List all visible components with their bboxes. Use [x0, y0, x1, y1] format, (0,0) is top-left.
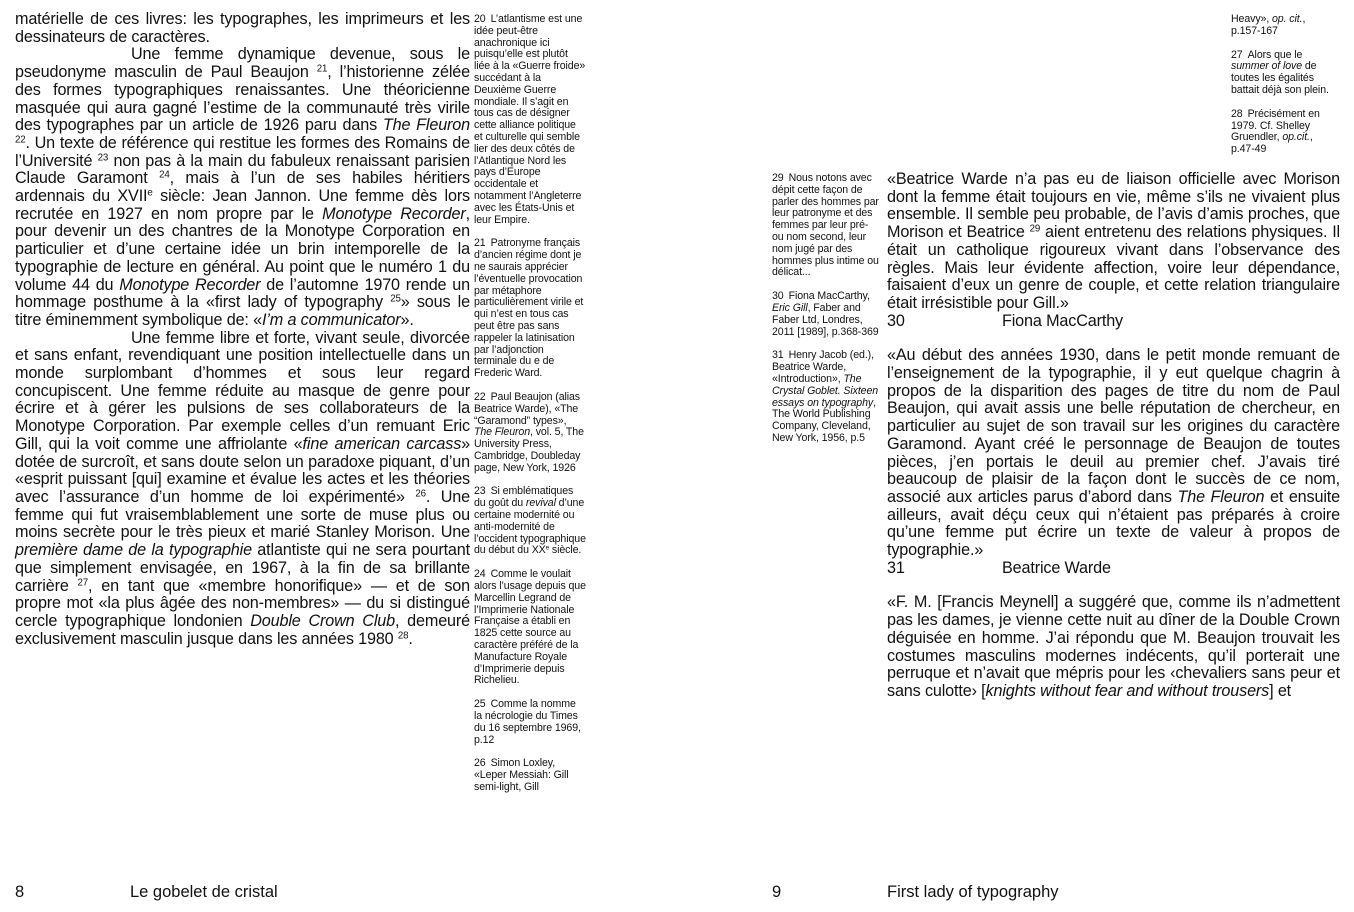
- footnote: [1231, 50, 1336, 97]
- text-run: non pas à la main du fabuleux renaissant parisien Claude Garamont: [15, 151, 470, 188]
- footnote: [474, 699, 586, 746]
- italic-text: op. cit.: [1272, 13, 1303, 25]
- text-run: Comme la nomme la nécrologie du Times du 16 septembre 1969, p.12: [474, 698, 581, 746]
- text-run: L’atlantisme est une idée peut-être anachronique ici puisqu’elle est plutôt liée à la «Guerre froide» succédant à la Deuxième Guerre mondiale. Il s’agit en tous cas de désigner cette alliance politique et culturelle qui semble lier des deux côtés de l’Atlantique Nord les pays d’Europe occidentale et notamment l’Angleterre avec les États-Unis et leur Empire.: [474, 13, 586, 226]
- italic-text: The Crystal Goblet. Sixteen essays on typography: [772, 372, 879, 409]
- footnote-ref: 27: [77, 577, 89, 589]
- footnote-ref: 21: [316, 63, 328, 75]
- footnote: [474, 238, 586, 380]
- footnote-number: 24: [474, 568, 486, 581]
- text-run: «F. M. [Francis Meynell] a suggéré que, comme ils n’admettent pas les dames, je vienne cette nuit au dîner de la Double Crown déguisée en homme. J’ai répondu que M. Beaujon trouvait les costumes masculins modernes indécents, qu’il porterait une perruque et n’avait que mépris pour les ‹chevaliers sans peur et sans culotte› [: [887, 593, 1340, 700]
- footnote-number: 22: [474, 390, 486, 403]
- quote-attribution: [887, 560, 1340, 578]
- text-run: , pour devenir un des chantres de la Monotype Corporation en particulier et d’une certaine idée un brin intemporelle de la typographie de lecture en général. Au point que le numéro 1 du volume 44 du: [15, 204, 470, 294]
- left-footnotes: [474, 14, 586, 806]
- footnote: [474, 758, 586, 793]
- text-run: , l’historienne zélée des formes typographiques renaissantes. Une théoricienne masquée qui aura gagné l’estime de la communauté très virile des typographes par un article de 1926 paru dans: [15, 63, 470, 135]
- running-title: First lady of typography: [887, 883, 1059, 901]
- footnote-number: 20: [474, 13, 486, 25]
- footnote: [772, 350, 882, 444]
- text-run: Paul Beaujon (alias Beatrice Warde), «The “Garamond” types»,: [474, 390, 580, 427]
- footnote-ref: 29: [1029, 223, 1041, 235]
- footnote: [1231, 109, 1336, 156]
- footnote: [474, 486, 586, 557]
- text-run: de toutes les égalités battait déjà son plein.: [1231, 60, 1329, 96]
- text-run: , The World Publishing Company, Cleveland, New York, 1956, p.5: [772, 396, 876, 444]
- paragraph: [15, 11, 470, 46]
- text-run: de l’automne 1970 rende un hommage posthume à la «first lady of typography: [15, 275, 470, 312]
- text-run: ».: [400, 310, 414, 329]
- left-footer: [15, 882, 278, 902]
- text-run: Nous notons avec dépit cette façon de parler des hommes par leur patronyme et des femmes par leur pré- ou nom second, leur nom jugé par des hommes plus intime ou délicat...: [772, 172, 879, 279]
- attribution-author: Fiona MacCarthy: [1002, 311, 1123, 330]
- text-run: , p.157-167: [1231, 13, 1306, 37]
- italic-text: The Fleuron: [382, 116, 470, 135]
- footnote-ref: 22: [15, 134, 26, 146]
- italic-text: Monotype Recorder: [119, 275, 261, 294]
- italic-text: The Fleuron: [474, 426, 531, 439]
- right-quotes: [887, 171, 1340, 718]
- text-run: Fiona MacCarthy,: [788, 290, 870, 303]
- footnote-ref: 25: [390, 293, 401, 305]
- text-run: . Une femme qui fut vraisemblablement une sorte de muse plus ou moins secrète pour le très pieux et marié Stanley Morison. Une: [15, 487, 470, 542]
- text-run: d’une certaine modernité ou anti-modernité de l’occident typographique du début du XX: [474, 497, 586, 557]
- left-body-text: [15, 11, 470, 648]
- text-run: «Au début des années 1930, dans le petit monde remuant de l’enseignement de la typographie, il y eut quelque chagrin à propos de la disparition des pages de titre du nom de Paul Beaujon, qui avait assis une belle réputation de chercheur, en particulier au sujet de son travail sur les origines du caractère Garamond. Ayant créé le personnage de Beaujon de toutes pièces, j’en portais le deuil au premier chef. J’avais tiré beaucoup de plaisir de la façon dont le succès de ce nom, associé aux articles parus d’abord dans: [887, 346, 1340, 506]
- text-run: ] et: [1269, 681, 1292, 700]
- text-run: Heavy»,: [1231, 13, 1273, 25]
- text-run: atlantiste qui ne sera pourtant que simplement envisagée, en 1967, à la fin de sa brillante carrière: [15, 541, 470, 595]
- text-run: , p.47-49: [1231, 131, 1313, 156]
- text-run: Alors que le: [1247, 48, 1303, 61]
- footnote-number: 26: [474, 757, 486, 770]
- footnote-ref: 23: [97, 152, 109, 164]
- text-run: Si emblématiques du goût du: [474, 485, 574, 510]
- footnote-number: 29: [772, 172, 784, 184]
- paragraph: [15, 330, 470, 649]
- page-number: 8: [15, 883, 25, 901]
- text-run: Henry Jacob (ed.), Beatrice Warde, «Introduction»,: [772, 349, 874, 385]
- italic-text: Monotype Recorder: [322, 204, 466, 223]
- text-run: siècle: Jean Jannon. Une femme dès lors recrutée en 1927 en nom propre par le: [15, 187, 471, 223]
- footnote-ref: 24: [159, 169, 170, 181]
- text-run: Une femme libre et forte, vivant seule, divorcée et sans enfant, revendiquant une position intellectuelle dans un monde surplombant d’hommes et sous leur regard concupiscent. Une femme réduite au masque de genre pour écrire et à gérer les pulsions de ses collaborateurs de la Monotype Corporation. Par exemple celles d’un remuant Eric Gill, qui la voit comme une affriolante «: [15, 328, 470, 453]
- text-run: , mais à l’un de ses habiles héritiers ardennais du XVII: [15, 169, 470, 206]
- footnote-number: 23: [474, 485, 486, 498]
- text-run: » sous le titre éminemment symbolique de: «: [15, 293, 470, 329]
- italic-text: Eric Gill: [772, 301, 808, 314]
- text-run: , en tant que «membre honorifique» — et de son propre mot «la plus âgée des non-membres» — du si distingué cercle typographique londonien: [15, 576, 470, 630]
- text-run: , Faber and Faber Ltd, Londres, 2011 [1989], p.368-369: [772, 301, 879, 338]
- attribution-note-number: 30: [887, 311, 905, 330]
- block-quote: [887, 347, 1340, 577]
- text-run: Patronyme français d’ancien régime dont je ne saurais apprécier l’éventuelle provocation par métaphore particulièrement virile et qui n’est en tous cas peut être pas sans rappeler la latinisation par l’adjonction terminale du e de Frederic Ward.: [474, 237, 584, 380]
- text-run: et ensuite ailleurs, avait déçu ceux qui n’étaient pas préparés à croire qu’une femme put écrire un texte de valeur à propos de typographie.»: [887, 487, 1340, 560]
- text-run: , demeuré exclusivement masculin jusque dans les années 1980: [15, 611, 470, 648]
- paragraph: [15, 46, 470, 329]
- italic-text: fine american carcass: [302, 434, 462, 453]
- footnote-number: 28: [1231, 107, 1243, 120]
- text-run: matérielle de ces livres: les typographes, les imprimeurs et les dessinateurs de caractères.: [15, 10, 470, 46]
- footnote-number: 21: [474, 237, 486, 250]
- italic-text: I’m a communicator: [261, 310, 401, 329]
- text-run: Simon Loxley, «Leper Messiah: Gill semi-light, Gill: [474, 757, 569, 794]
- text-run: , vol. 5, The University Press, Cambridge, Doubleday page, New York, 1926: [474, 426, 584, 474]
- quote-text: [887, 594, 1340, 700]
- block-quote: [887, 594, 1340, 700]
- attribution-note-number: 31: [887, 558, 905, 577]
- text-run: .: [408, 629, 413, 648]
- right-footer: [772, 882, 1059, 902]
- text-run: aient entretenu des relations physiques. Il était un catholique rigoureux vivant dans l’observance des règles. Mais leur évidente affection, voire leur dépendance, faisaient d’eux un genre de couple, et cette relation triangulaire était irrésistible pour Gill.»: [887, 223, 1340, 312]
- footnote: [772, 291, 882, 338]
- quote-text: [887, 171, 1340, 313]
- italic-text: première dame de la typographie: [15, 541, 252, 560]
- footnote-number: 30: [772, 290, 784, 303]
- superscript: e: [147, 187, 153, 199]
- footnote-ref: 26: [415, 488, 426, 500]
- footnote-ref: 28: [397, 630, 409, 642]
- italic-text: knights without fear and without trousers: [985, 681, 1270, 700]
- footnote: [474, 569, 586, 687]
- text-run: » dotée de surcroît, et sans doute selon un paradoxe piquant, d’un «esprit puissant [qui] examine et évalue les actes et les théories avec l’assurance d’un homme de loi expérimenté»: [15, 434, 470, 506]
- footnote-number: 31: [772, 349, 784, 362]
- text-run: «Beatrice Warde n’a pas eu de liaison officielle avec Morison dont la femme était toujours en vie, même s’ils ne vivaient plus ensemble. Il semble peu probable, de l’avis d’amis proches, que Morison et Beatrice: [887, 170, 1340, 242]
- page-number: 9: [772, 883, 782, 901]
- italic-text: summer of love: [1231, 60, 1303, 73]
- text-run: Précisément en 1979. Cf. Shelley Gruendler,: [1231, 107, 1320, 144]
- text-run: . Un texte de référence qui restitue les formes des Romains de l’Université: [15, 133, 470, 170]
- superscript: e: [545, 544, 550, 552]
- footnote: [474, 14, 586, 226]
- running-title: Le gobelet de cristal: [130, 883, 278, 901]
- text-run: siècle.: [549, 544, 582, 557]
- right-top-footnotes: [1231, 14, 1336, 168]
- block-quote: [887, 171, 1340, 330]
- italic-text: Double Crown Club: [250, 611, 395, 630]
- italic-text: revival: [525, 497, 556, 510]
- italic-text: The Fleuron: [1177, 487, 1265, 506]
- text-run: Comme le voulait alors l’usage depuis que Marcellin Legrand de l’Imprimerie Nationale Française a établi en 1825 cette source au caractère préféré de la Manufacture Royale d’Imprimerie depuis Richelieu.: [474, 568, 586, 687]
- footnote-number: 27: [1231, 48, 1243, 61]
- footnote: [1231, 14, 1336, 38]
- footnote: [772, 173, 882, 279]
- quote-attribution: [887, 313, 1340, 331]
- right-side-footnotes: [772, 173, 882, 457]
- footnote: [474, 392, 586, 475]
- italic-text: op.cit.: [1282, 131, 1310, 144]
- text-run: Une femme dynamique devenue, sous le pseudonyme masculin de Paul Beaujon: [15, 45, 470, 82]
- footnote-number: 25: [474, 698, 486, 711]
- quote-text: [887, 347, 1340, 559]
- attribution-author: Beatrice Warde: [1002, 558, 1111, 577]
